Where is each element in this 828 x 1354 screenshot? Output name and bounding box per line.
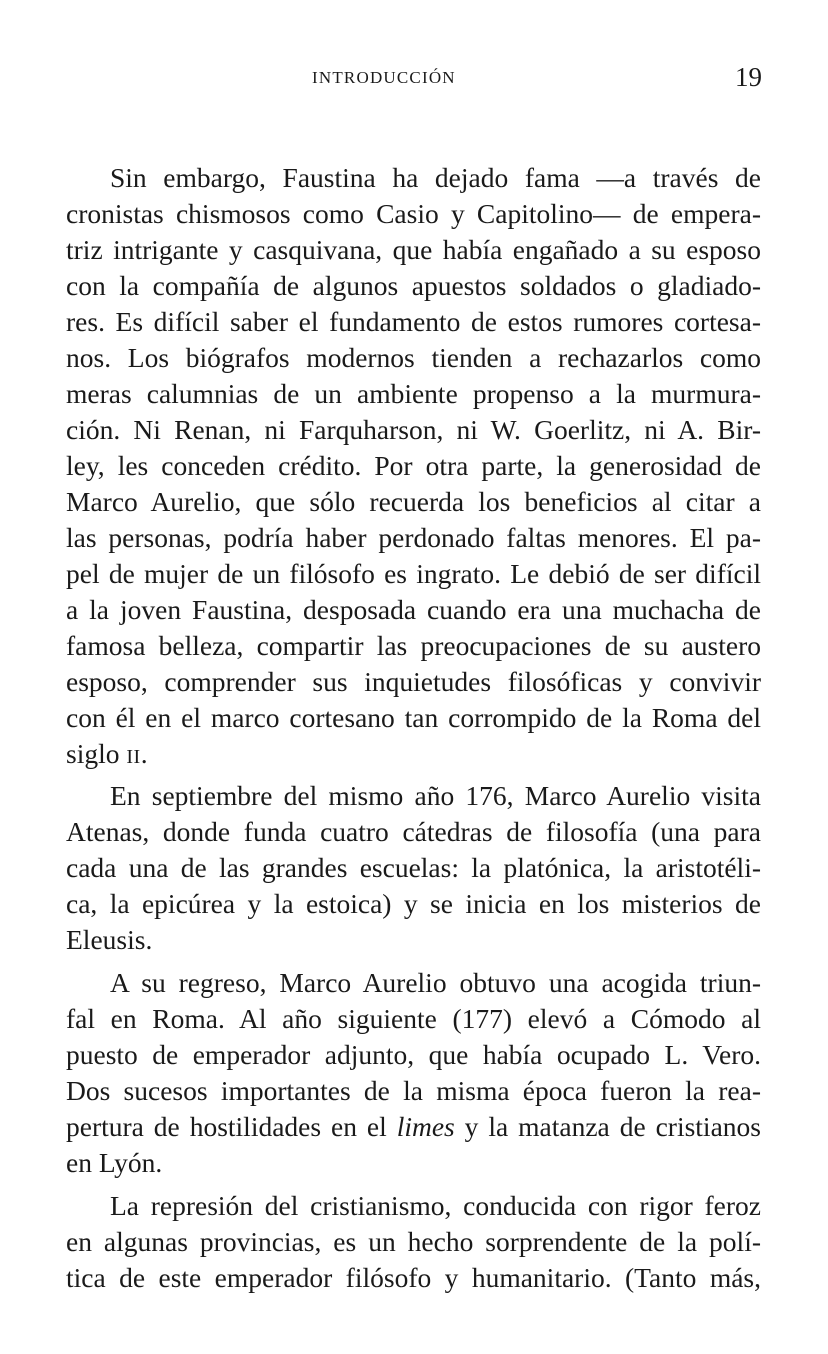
- text-line: cada una de las grandes escuelas: la platónica, la aristotéli-: [66, 852, 761, 883]
- text-fragment: .: [140, 738, 148, 769]
- text-line: pel de mujer de un filósofo es ingrato. Le debió de ser difícil: [66, 558, 761, 589]
- text-fragment: pertura de hostilidades en el: [66, 1111, 397, 1142]
- text-line: en algunas provincias, es un hecho sorprendente de la polí-: [66, 1226, 761, 1257]
- text-line: nos. Los biógrafos modernos tienden a rechazarlos como: [66, 342, 761, 373]
- italic-term: limes: [396, 1111, 455, 1142]
- text-line: Sin embargo, Faustina ha dejado fama —a través de: [110, 162, 761, 193]
- roman-numeral: II: [126, 746, 141, 768]
- text-line: las personas, podría haber perdonado faltas menores. El pa-: [66, 522, 761, 553]
- text-line: Marco Aurelio, que sólo recuerda los beneficios al citar a: [66, 486, 761, 517]
- text-line: [66, 1109, 761, 1145]
- running-title: INTRODUCCIÓN: [312, 68, 456, 87]
- text-fragment: siglo: [66, 738, 127, 769]
- text-line: A su regreso, Marco Aurelio obtuvo una acogida triun-: [110, 967, 761, 998]
- running-header: [0, 62, 828, 102]
- text-line: ción. Ni Renan, ni Farquharson, ni W. Goerlitz, ni A. Bir-: [66, 414, 761, 445]
- text-line: con la compañía de algunos apuestos soldados o gladiado-: [66, 270, 761, 301]
- text-line: En septiembre del mismo año 176, Marco Aurelio visita: [110, 780, 761, 811]
- text-line: a la joven Faustina, desposada cuando era una muchacha de: [66, 594, 761, 625]
- text-line: Atenas, donde funda cuatro cátedras de filosofía (una para: [66, 816, 761, 847]
- text-line: La represión del cristianismo, conducida con rigor feroz: [110, 1190, 761, 1221]
- text-line: res. Es difícil saber el fundamento de estos rumores cortesa-: [66, 306, 761, 337]
- text-line: fal en Roma. Al año siguiente (177) elevó a Cómodo al: [66, 1003, 761, 1034]
- text-line: en Lyón.: [66, 1147, 163, 1178]
- text-line: meras calumnias de un ambiente propenso a la murmura-: [66, 378, 761, 409]
- text-line: esposo, comprender sus inquietudes filosóficas y convivir: [66, 666, 761, 697]
- text-line: ley, les conceden crédito. Por otra parte, la generosidad de: [66, 450, 761, 481]
- text-line: triz intrigante y casquivana, que había engañado a su esposo: [66, 234, 761, 265]
- text-line: Dos sucesos importantes de la misma época fueron la rea-: [66, 1075, 761, 1106]
- text-line: famosa belleza, compartir las preocupaciones de su austero: [66, 630, 761, 661]
- page-number: 19: [735, 62, 762, 92]
- text-line: ca, la epicúrea y la estoica) y se inicia en los misterios de: [66, 888, 761, 919]
- text-line: Eleusis.: [66, 924, 153, 955]
- text-line: puesto de emperador adjunto, que había ocupado L. Vero.: [66, 1039, 761, 1070]
- text-line: con él en el marco cortesano tan corrompido de la Roma del: [66, 702, 761, 733]
- text-line: tica de este emperador filósofo y humanitario. (Tanto más,: [66, 1262, 761, 1293]
- text-fragment: y la matanza de cristianos: [454, 1111, 761, 1142]
- text-line: cronistas chismosos como Casio y Capitolino— de empera-: [66, 198, 761, 229]
- text-line: [66, 736, 761, 772]
